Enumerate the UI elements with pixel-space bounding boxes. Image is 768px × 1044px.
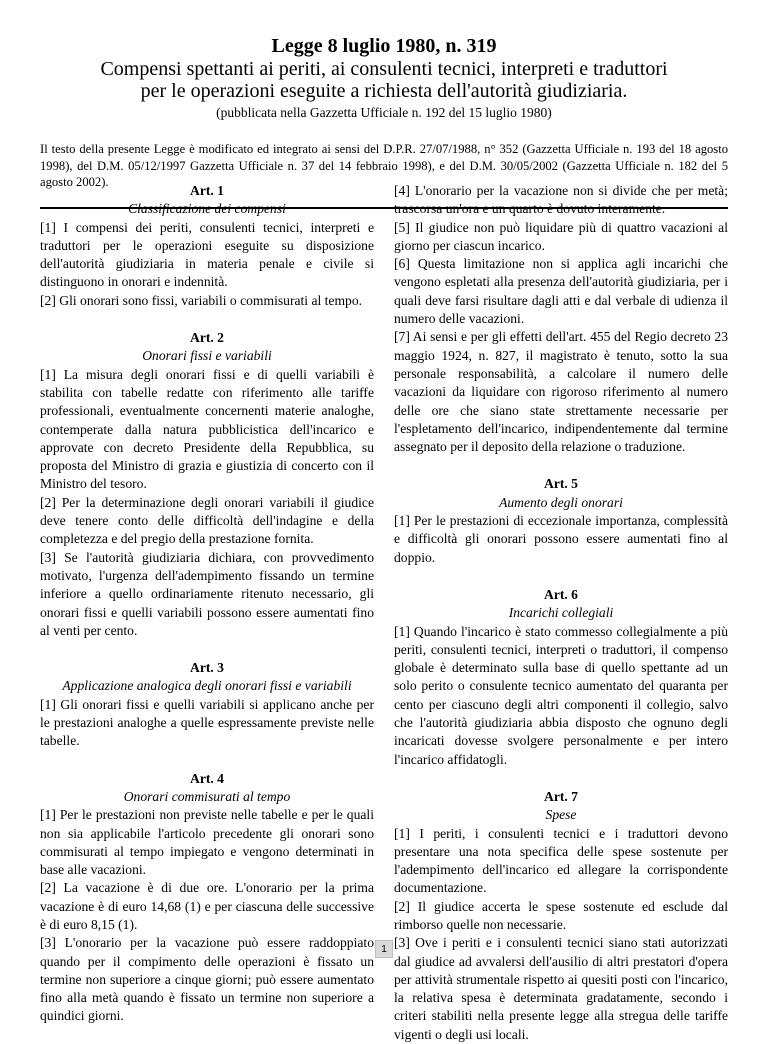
article-subheading: Incarichi collegiali: [508, 605, 614, 621]
article-subheading: Onorari fissi e variabili: [142, 348, 272, 364]
article-6: [394, 586, 728, 769]
article-paragraph: [3] L'onorario per la vacazione può essere raddoppiato quando per il compimento delle operazioni è fissato un termine non superiore a cinque giorni; può essere aumentato fino alla metà quando è fissato un termine non superiore a quindici giorni.: [40, 935, 374, 1024]
article-paragraph: [1] Per le prestazioni di eccezionale importanza, complessità e difficoltà gli onorari possono essere aumentati fino al doppio.: [394, 513, 728, 565]
article-heading: Art. 6: [544, 586, 578, 602]
article-paragraph: [2] Gli onorari sono fissi, variabili o commisurati al tempo.: [40, 292, 363, 308]
article-paragraph: [1] Per le prestazioni non previste nelle tabelle e per le quali non sia applicabile l'articolo precedente gli onorari sono commisurati al tempo impiegato e vengono determinati in base alle vacazioni.: [40, 807, 374, 878]
article-paragraph: [5] Il giudice non può liquidare più di quattro vacazioni al giorno per ciascun incarico.: [394, 219, 728, 253]
article-5: [394, 475, 728, 566]
article-subheading: Classificazione dei compensi: [128, 201, 286, 217]
article-1: [40, 182, 374, 310]
article-paragraph: [1] La misura degli onorari fissi e di quelli variabili è stabilita con tabelle redatte con riferimento alle tariffe professionali, eventualmente concernenti materie analoghe, contemperate dalla natura pubblicistica dell'incarico e approvate con decreto Presidente della Repubblica, su proposta del Ministro di grazia e giustizia di concerto con il Ministro del tesoro.: [40, 366, 374, 492]
article-subheading: Onorari commisurati al tempo: [123, 788, 291, 804]
article-paragraph: [2] La vacazione è di due ore. L'onorario per la prima vacazione è di euro 14,68 (1) e per ciascuna delle successive è di euro 8,15 (1).: [40, 880, 374, 932]
article-paragraph: [2] Il giudice accerta le spese sostenute ed esclude dal rimborso quelle non necessarie.: [394, 898, 728, 932]
law-subtitle-line1: Compensi spettanti ai periti, ai consulenti tecnici, interpreti e traduttori: [100, 58, 668, 80]
article-4: [40, 770, 374, 1026]
intro-paragraph: Il testo della presente Legge è modificato ed integrato ai sensi del D.P.R. 27/07/1988, n° 352 (Gazzetta Ufficiale n. 193 del 18 agosto 1998), del D.M. 05/12/1997 Gazzetta Ufficiale n. 37 del 14 febbraio 1998), e del D.M. 30/05/2002 (Gazzetta Ufficiale n. 182 del 5 agosto 2002).: [40, 142, 728, 189]
law-subtitle-line2: per le operazioni eseguite a richiesta dell'autorità giudiziaria.: [140, 80, 628, 102]
article-paragraph: [3] Se l'autorità giudiziaria dichiara, con provvedimento motivato, l'urgenza dell'adempimento fissando un termine inferiore a quello ordinariamente ritenuto necessario, gli onorari fissi e quelli variabili possono essere aumentati fino al venti per cento.: [40, 549, 374, 638]
article-4-continued: [394, 182, 728, 456]
article-paragraph: [6] Questa limitazione non si applica agli incarichi che vengono espletati alla presenza dell'autorità giudiziaria, per i quali deve farsi risultare dagli atti e dal verbale di udienza il numero delle vacazioni.: [394, 256, 728, 327]
article-heading: Art. 3: [190, 660, 224, 676]
article-heading: Art. 4: [190, 770, 224, 786]
article-paragraph: [2] Per la determinazione degli onorari variabili il giudice deve tenere conto delle difficoltà dell'indagine e della completezza e del pregio della prestazione fornita.: [40, 494, 374, 547]
right-column: [394, 182, 728, 1044]
article-paragraph: [3] Ove i periti e i consulenti tecnici siano stati autorizzati dal giudice ad avvalersi dell'ausilio di altri prestatori d'opera per attività strumentale rispetto ai quesiti posti con l'incarico, la relativa spesa è determinata gradatamente, secondo i criteri stabiliti nella presente legge alla stregua delle tariffe vigenti o degli usi locali.: [394, 935, 728, 1042]
article-paragraph: [1] Gli onorari fissi e quelli variabili si applicano anche per le prestazioni analoghe a quelle espressamente previste nelle tabelle.: [40, 696, 374, 749]
two-column-body: [40, 182, 728, 1042]
article-paragraph: [1] Quando l'incarico è stato commesso collegialmente a più periti, consulenti tecnici, interpreti o traduttori, il compenso globale è determinato sulla base di quello spettante ad un solo perito o consulente tecnico aumentato del quaranta per cento per ciascuno degli altri componenti il collegio, salvo che l'autorità giudiziaria abbia disposto che ognuno degli incaricati dovesse svolgere personalmente e per intero l'incarico affidatogli.: [394, 623, 728, 767]
article-paragraph: [7] Ai sensi e per gli effetti dell'art. 455 del Regio decreto 23 maggio 1924, n. 827, il magistrato è tenuto, sotto la sua personale responsabilità, a calcolare il numero delle vacazioni da liquidare con rigoroso riferimento al numero delle ore che siano state strettamente necessarie per l'espletamento dell'incarico, indipendentemente dal termine assegnato per il deposito della relazione o traduzione.: [394, 329, 728, 455]
article-subheading: Spese: [545, 807, 577, 823]
publication-note: (pubblicata nella Gazzetta Ufficiale n. 192 del 15 luglio 1980): [216, 105, 552, 120]
article-7: [394, 788, 728, 1044]
left-column: [40, 182, 374, 1026]
title-block: [40, 34, 728, 122]
law-title: Legge 8 luglio 1980, n. 319: [271, 35, 497, 57]
page-number: 1: [375, 940, 393, 958]
article-paragraph: [1] I compensi dei periti, consulenti tecnici, interpreti e traduttori per le operazioni eseguite su disposizione dell'autorità giudiziaria in materia penale e civile si distinguono in onorari e indennità.: [40, 219, 374, 290]
article-2: [40, 329, 374, 640]
article-heading: Art. 2: [190, 330, 224, 346]
article-subheading: Applicazione analogica degli onorari fissi e variabili: [62, 678, 352, 694]
article-subheading: Aumento degli onorari: [499, 494, 623, 510]
article-paragraph: [4] L'onorario per la vacazione non si divide che per metà; trascorsa un'ora e un quarto è dovuto interamente.: [394, 183, 728, 217]
article-heading: Art. 5: [544, 476, 578, 492]
article-paragraph: [1] I periti, i consulenti tecnici e i traduttori devono presentare una nota specifica delle spese sostenute per l'adempimento dell'incarico ed allegare la corrispondente documentazione.: [394, 825, 728, 896]
article-heading: Art. 7: [544, 788, 578, 804]
article-3: [40, 659, 374, 750]
article-heading: Art. 1: [190, 183, 224, 198]
